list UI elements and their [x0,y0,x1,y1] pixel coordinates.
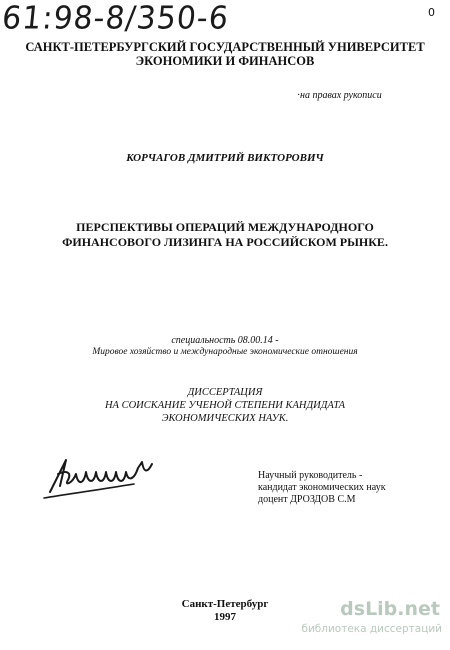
thesis-title-line1: ПЕРСПЕКТИВЫ ОПЕРАЦИЙ МЕЖДУНАРОДНОГО [76,220,374,234]
handwritten-registry-number: 61:98-8/350-6 [0,0,231,37]
supervisor-degree: кандидат экономических наук [258,482,386,493]
dissertation-label: ДИССЕРТАЦИЯ [187,387,263,398]
author-name: КОРЧАГОВ ДМИТРИЙ ВИКТОРОВИЧ [126,152,324,164]
thesis-title-line2: ФИНАНСОВОГО ЛИЗИНГА НА РОССИЙСКОМ РЫНКЕ. [62,235,388,249]
watermark [298,598,448,644]
watermark-logo: dsLib.net [340,598,440,620]
corner-mark: 0 [428,6,435,19]
watermark-subtitle: библиотека диссертаций [301,623,442,635]
university-name-line1: САНКТ-ПЕТЕРБУРГСКИЙ ГОСУДАРСТВЕННЫЙ УНИВЕРСИТЕТ [25,40,425,54]
handwritten-signature [38,440,168,510]
supervisor-name: доцент ДРОЗДОВ С.М [258,494,356,505]
rights-bullet: · [297,90,301,101]
degree-line2: ЭКОНОМИЧЕСКИХ НАУК. [161,413,289,424]
degree-line1: НА СОИСКАНИЕ УЧЕНОЙ СТЕПЕНИ КАНДИДАТА [104,400,346,411]
year: 1997 [214,611,236,623]
specialty-name: Мировое хозяйство и международные экономические отношения [92,347,358,357]
supervisor-role: Научный руководитель - [258,470,363,481]
university-name-line2: ЭКОНОМИКИ И ФИНАНСОВ [135,54,315,68]
specialty-code: специальность 08.00.14 - [171,335,279,346]
manuscript-rights-note: на правах рукописи [300,90,382,101]
city: Санкт-Петербург [181,598,269,610]
